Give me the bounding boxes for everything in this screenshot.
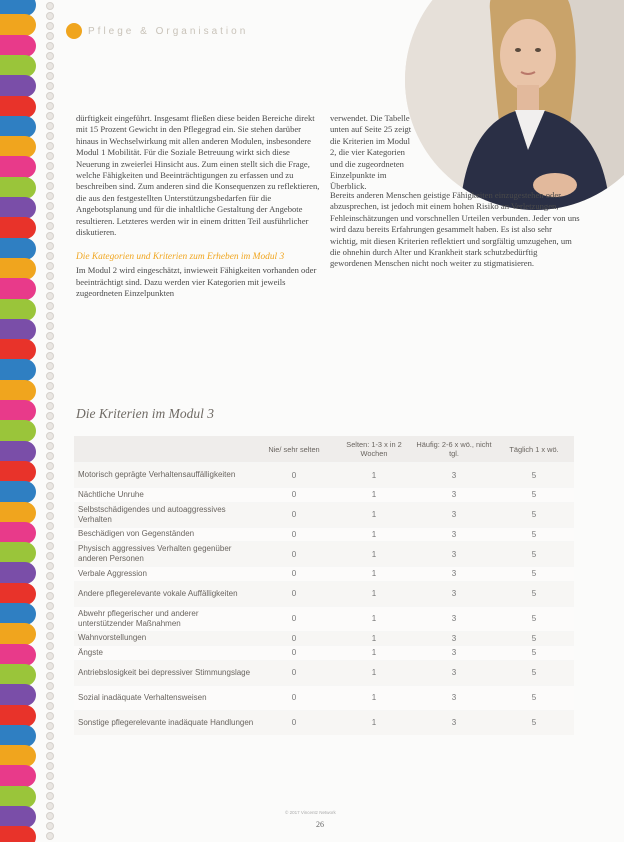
coil-hole [46,452,54,460]
coil-hole [46,672,54,680]
table-value-cell: 0 [291,633,297,643]
table-row-label: Verbale Aggression [78,568,147,578]
coil-hole [46,712,54,720]
table-value-cell: 3 [451,490,457,500]
table-row [74,462,574,487]
color-tab [0,725,36,747]
color-tab [0,502,36,524]
coil-hole [46,202,54,210]
coil-hole [46,182,54,190]
coil-hole [46,192,54,200]
color-tab [0,197,36,219]
table-value-cell: 1 [371,633,377,643]
coil-hole [46,812,54,820]
coil-hole [46,172,54,180]
article-paragraph: Im Modul 2 wird eingeschätzt, inwieweit Fähigkeiten vorhanden oder beeinträchtigt sind. Dazu werden vier Kategorien mit jeweils zugeordneten Einzelpunkten [76,265,317,299]
table-value-cell: 3 [451,589,457,598]
coil-hole [46,642,54,650]
color-tab [0,217,36,239]
footer-copyright: © 2017 Vincentz Network [285,810,336,815]
coil-hole [46,92,54,100]
coil-hole [46,252,54,260]
coil-hole [46,752,54,760]
color-tab [0,562,36,584]
coil-hole [46,52,54,60]
coil-hole [46,222,54,230]
coil-hole [46,502,54,510]
color-tab [0,156,36,178]
table-row [74,710,574,735]
table-value-cell: 3 [451,549,457,559]
coil-hole [46,42,54,50]
table-row-label: Sonstige pflegerelevante inadäquate Handlungen [78,717,254,727]
coil-hole [46,82,54,90]
color-tab [0,238,36,260]
coil-hole [46,762,54,770]
coil-hole [46,272,54,280]
table-row [74,541,574,566]
table-body [74,462,574,735]
coil-hole [46,112,54,120]
color-tab [0,35,36,57]
color-tab [0,75,36,97]
table-value-cell: 5 [531,668,537,677]
coil-hole [46,152,54,160]
table-value-cell: 1 [371,470,377,480]
table-row-label: Abwehr pflegerischer und anderer unterstützender Maßnahmen [78,608,199,628]
coil-hole [46,342,54,350]
coil-hole [46,582,54,590]
coil-hole [46,162,54,170]
coil-hole [46,692,54,700]
color-tab [0,765,36,787]
coil-hole [46,262,54,270]
table-row-label: Antriebslosigkeit bei depressiver Stimmungslage [78,667,251,677]
color-tab [0,826,36,842]
table-value-cell: 3 [451,668,457,677]
color-tab [0,359,36,381]
color-tab [0,278,36,300]
color-tab [0,258,36,280]
table-value-cell: 1 [371,510,377,519]
color-tab [0,441,36,463]
table-value-cell: 1 [371,549,377,559]
coil-hole [46,352,54,360]
color-tab [0,806,36,828]
color-tab [0,177,36,199]
coil-hole [46,432,54,440]
table-value-cell: 5 [531,614,537,623]
section-title: Pflege & Organisation [88,25,249,37]
coil-hole [46,532,54,540]
coil-hole [46,402,54,410]
table-value-cell: 1 [371,529,377,539]
coil-hole [46,682,54,690]
table-row [74,487,574,502]
table-row [74,502,574,527]
table-value-cell: 3 [451,648,457,658]
table-value-cell: 0 [291,529,297,539]
coil-hole [46,392,54,400]
table-value-cell: 1 [371,668,377,677]
color-tab [0,644,36,666]
table-value-cell: 0 [291,510,297,519]
table-header-cell: Häufig: 2-6 x wö., nicht tgl. [416,440,492,458]
coil-hole [46,382,54,390]
article-paragraph: dürftigkeit eingeführt. Insgesamt fließen diese beiden Bereiche direkt mit 15 Prozent Gewicht in den Pflegegrad ein. Sie stehen darüber hinaus in Wechselwirkung mit allen anderen Modulen, insbesondere Modul 1 Mobilität. Für die Soziale Betreuung wirkt sich diese Neuerung in zweierlei Hinsicht aus. Zum einen stellt sich die Frage, welche Fähigkeiten und Beeinträchtigungen zu erfassen und zu beschreiben sind. Zum anderen sind die Konsequenzen zu reflektieren, die aus den festgestellten Unterstützungsbedarfen für die Angebotsplanung und für die inhaltliche Gestaltung der Angebote resultieren. Letzteres werden wir in einem dritten Teil ausführlicher diskutieren. [76,113,320,238]
coil-hole [46,552,54,560]
criteria-table [74,436,574,735]
table-row-label: Nächtliche Unruhe [78,489,144,499]
coil-hole [46,772,54,780]
coil-hole [46,732,54,740]
binding-coil [46,0,56,842]
table-value-cell: 0 [291,614,297,623]
coil-hole [46,612,54,620]
table-row-label: Wahnvorstellungen [78,633,147,643]
coil-hole [46,652,54,660]
coil-hole [46,362,54,370]
coil-hole [46,522,54,530]
coil-hole [46,372,54,380]
table-value-cell: 3 [451,693,457,702]
coil-hole [46,332,54,340]
color-tab [0,522,36,544]
table-value-cell: 3 [451,529,457,539]
table-value-cell: 5 [531,490,537,500]
table-value-cell: 1 [371,648,377,658]
table-header-row [74,436,574,462]
table-value-cell: 0 [291,549,297,559]
coil-hole [46,12,54,20]
table-value-cell: 3 [451,470,457,480]
table-value-cell: 5 [531,510,537,519]
coil-hole [46,822,54,830]
coil-hole [46,2,54,10]
table-row-label: Motorisch geprägte Verhaltensauffälligkeiten [78,470,236,479]
color-tab [0,319,36,341]
coil-hole [46,542,54,550]
coil-hole [46,72,54,80]
article-paragraph: Bereits anderen Menschen geistige Fähigkeiten einzugestehen oder abzusprechen, ist jedoch mit einem hohen Risiko an Verletzungen, Fehleinschätzungen und vorschnellen Urteilen verbunden. Jeder von uns wird dazu bereits Erfahrungen gesammelt haben. Es ist also sehr wichtig, mit diesen Kriterien reflektiert und sorgfältig umzugehen, um die ohnehin durch Alter und Krankheit stark schutzbedürftig gewordenen Menschen nicht noch weiter zu stigmatisieren. [330,190,580,269]
table-row-label: Beschädigen von Gegenständen [78,529,195,539]
color-tab [0,481,36,503]
table-value-cell: 5 [531,693,537,702]
color-tab [0,603,36,625]
coil-hole [46,472,54,480]
coil-hole [46,422,54,430]
header-dot-icon [66,23,82,39]
color-tab [0,461,36,483]
table-value-cell: 5 [531,529,537,539]
color-tab [0,96,36,118]
table-value-cell: 5 [531,633,537,643]
color-tab [0,705,36,727]
article-subheading: Die Kategorien und Kriterien zum Erheben im Modul 3 [76,252,285,263]
table-value-cell: 0 [291,470,297,480]
table-title: Die Kriterien im Modul 3 [76,406,214,421]
table-value-cell: 0 [291,648,297,658]
table-value-cell: 1 [371,718,377,727]
color-tab [0,623,36,645]
section-header [66,14,248,48]
table-value-cell: 1 [371,589,377,598]
coil-hole [46,232,54,240]
coil-hole [46,562,54,570]
coil-hole [46,722,54,730]
article-column-1 [76,113,322,300]
article-column-2-bottom [330,190,580,270]
table-value-cell: 0 [291,693,297,702]
color-tab [0,339,36,361]
color-tab [0,745,36,767]
coil-hole [46,282,54,290]
coil-hole [46,32,54,40]
color-tab [0,786,36,808]
coil-hole [46,832,54,840]
coil-hole [46,592,54,600]
color-tab [0,400,36,422]
table-value-cell: 5 [531,569,537,579]
coil-hole [46,662,54,670]
color-tab [0,380,36,402]
color-tab [0,299,36,321]
table-value-cell: 5 [531,549,537,559]
coil-hole [46,242,54,250]
coil-hole [46,142,54,150]
coil-hole [46,492,54,500]
table-header-cell: Selten: 1-3 x in 2 Wochen [346,440,402,458]
table-value-cell: 0 [291,569,297,579]
table-value-cell: 1 [371,490,377,500]
table-row [74,685,574,710]
article-column-2-top [330,113,412,193]
table-header-cell: Nie/ sehr selten [268,444,320,454]
table-value-cell: 5 [531,718,537,727]
coil-hole [46,292,54,300]
coil-hole [46,412,54,420]
coil-hole [46,22,54,30]
table-row-label: Sozial inadäquate Verhaltensweisen [78,692,207,702]
table-row-label: Selbstschädigendes und autoaggressives Verhalten [78,504,226,524]
article-paragraph: verwendet. Die Tabelle unten auf Seite 25 zeigt die Kriterien im Modul 2, die vier Kategorien und die zugeordneten Einzelpunkte im Überblick. [330,113,412,192]
coil-hole [46,102,54,110]
table-value-cell: 0 [291,668,297,677]
coil-hole [46,442,54,450]
coil-hole [46,212,54,220]
color-tab [0,116,36,138]
table-value-cell: 3 [451,614,457,623]
table-header-cell: Täglich 1 x wö. [509,444,559,454]
table-row [74,645,574,660]
coil-hole [46,742,54,750]
table-value-cell: 3 [451,633,457,643]
table-value-cell: 1 [371,693,377,702]
coil-hole [46,792,54,800]
table-value-cell: 5 [531,470,537,480]
coil-hole [46,572,54,580]
table-row [74,606,574,631]
color-tab [0,420,36,442]
coil-hole [46,132,54,140]
color-tab [0,542,36,564]
color-tab [0,684,36,706]
coil-hole [46,122,54,130]
table-row [74,660,574,685]
coil-hole [46,312,54,320]
table-row [74,631,574,646]
table-row-label: Physisch aggressives Verhalten gegenüber anderen Personen [78,544,232,563]
coil-hole [46,702,54,710]
woman-photo-illustration [405,0,624,210]
coil-hole [46,302,54,310]
page-number: 26 [316,820,324,829]
coil-hole [46,782,54,790]
table-value-cell: 1 [371,614,377,623]
table-row [74,581,574,606]
table-value-cell: 0 [291,490,297,500]
table-row-label: Ängste [78,647,103,657]
coil-hole [46,482,54,490]
color-tab [0,55,36,77]
table-value-cell: 5 [531,648,537,658]
table-row [74,527,574,542]
table-row [74,566,574,581]
table-value-cell: 3 [451,510,457,519]
coil-hole [46,462,54,470]
table-row-label: Andere pflegerelevante vokale Auffälligkeiten [78,588,238,598]
color-tab [0,583,36,605]
coil-hole [46,62,54,70]
coil-hole [46,802,54,810]
table-value-cell: 3 [451,718,457,727]
color-tab [0,14,36,36]
coil-hole [46,512,54,520]
table-value-cell: 1 [371,569,377,579]
coil-hole [46,322,54,330]
coil-hole [46,632,54,640]
coil-hole [46,602,54,610]
color-tab [0,664,36,686]
table-value-cell: 0 [291,589,297,598]
color-tab-strip [0,0,44,842]
table-value-cell: 0 [291,718,297,727]
color-tab [0,136,36,158]
table-value-cell: 3 [451,569,457,579]
table-value-cell: 5 [531,589,537,598]
coil-hole [46,622,54,630]
woman-photo [405,0,624,210]
